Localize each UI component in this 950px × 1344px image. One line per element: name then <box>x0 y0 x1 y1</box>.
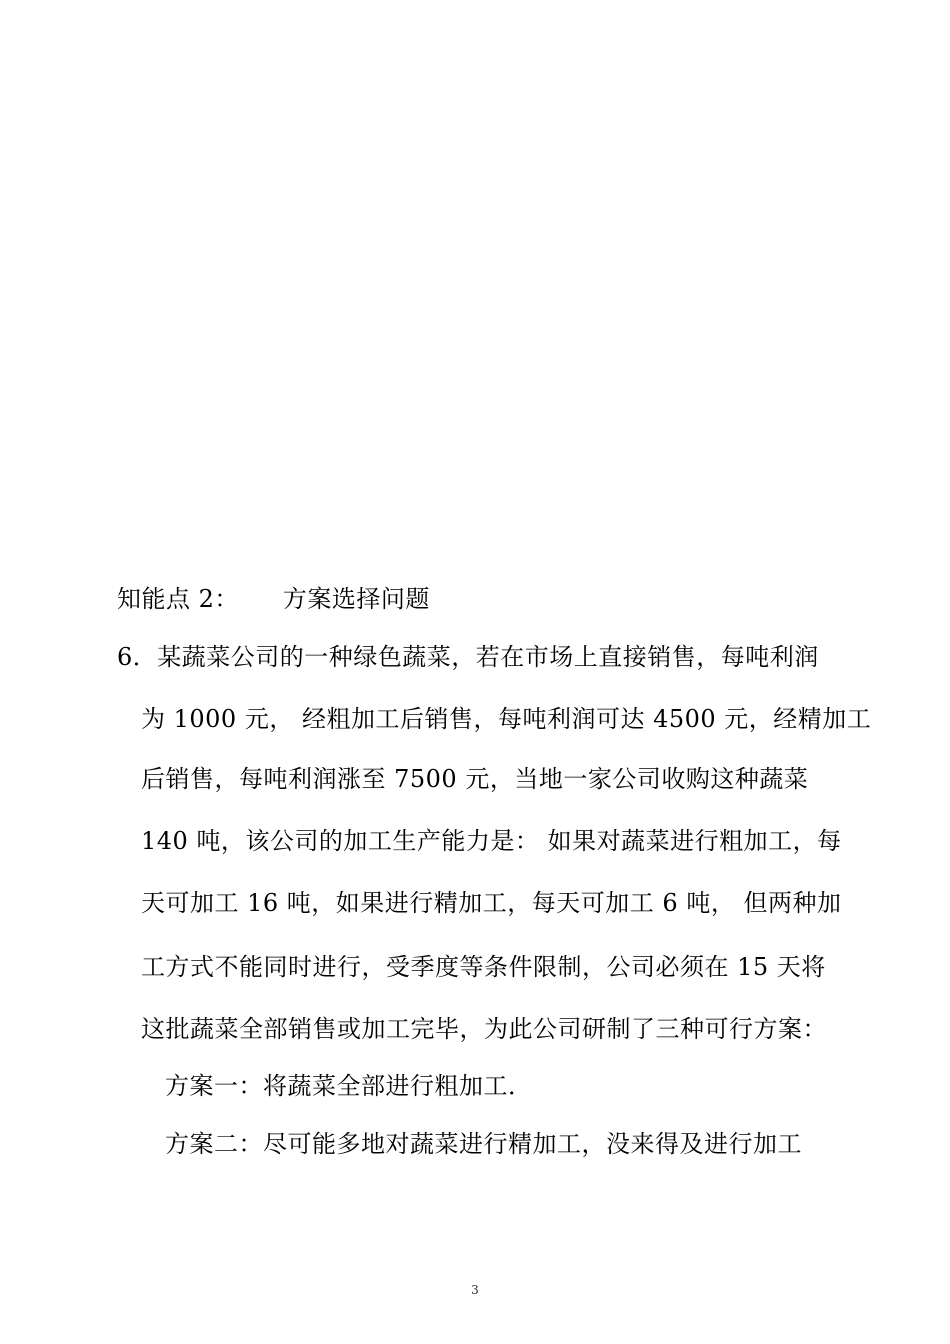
section-title: 方案选择问题 <box>282 585 430 613</box>
question-line-6: 工方式不能同时进行，受季度等条件限制，公司必须在 15 天将 <box>141 953 826 981</box>
option-2: 方案二：尽可能多地对蔬菜进行精加工，没来得及进行加工 <box>165 1130 802 1158</box>
section-label: 知能点 2： <box>117 585 239 613</box>
question-line-1: 6．某蔬菜公司的一种绿色蔬菜，若在市场上直接销售，每吨利润 <box>117 643 819 671</box>
option-1: 方案一：将蔬菜全部进行粗加工． <box>165 1072 533 1100</box>
question-line-3: 后销售，每吨利润涨至 7500 元，当地一家公司收购这种蔬菜 <box>141 765 809 793</box>
question-line-4: 140 吨，该公司的加工生产能力是： 如果对蔬菜进行粗加工，每 <box>141 827 842 855</box>
page-number: 3 <box>471 1283 479 1297</box>
section-heading <box>117 584 430 614</box>
question-line-7: 这批蔬菜全部销售或加工完毕，为此公司研制了三种可行方案： <box>141 1015 827 1043</box>
question-line-5: 天可加工 16 吨，如果进行精加工，每天可加工 6 吨， 但两种加 <box>141 889 842 917</box>
question-line-2: 为 1000 元， 经粗加工后销售，每吨利润可达 4500 元，经精加工 <box>141 705 872 733</box>
